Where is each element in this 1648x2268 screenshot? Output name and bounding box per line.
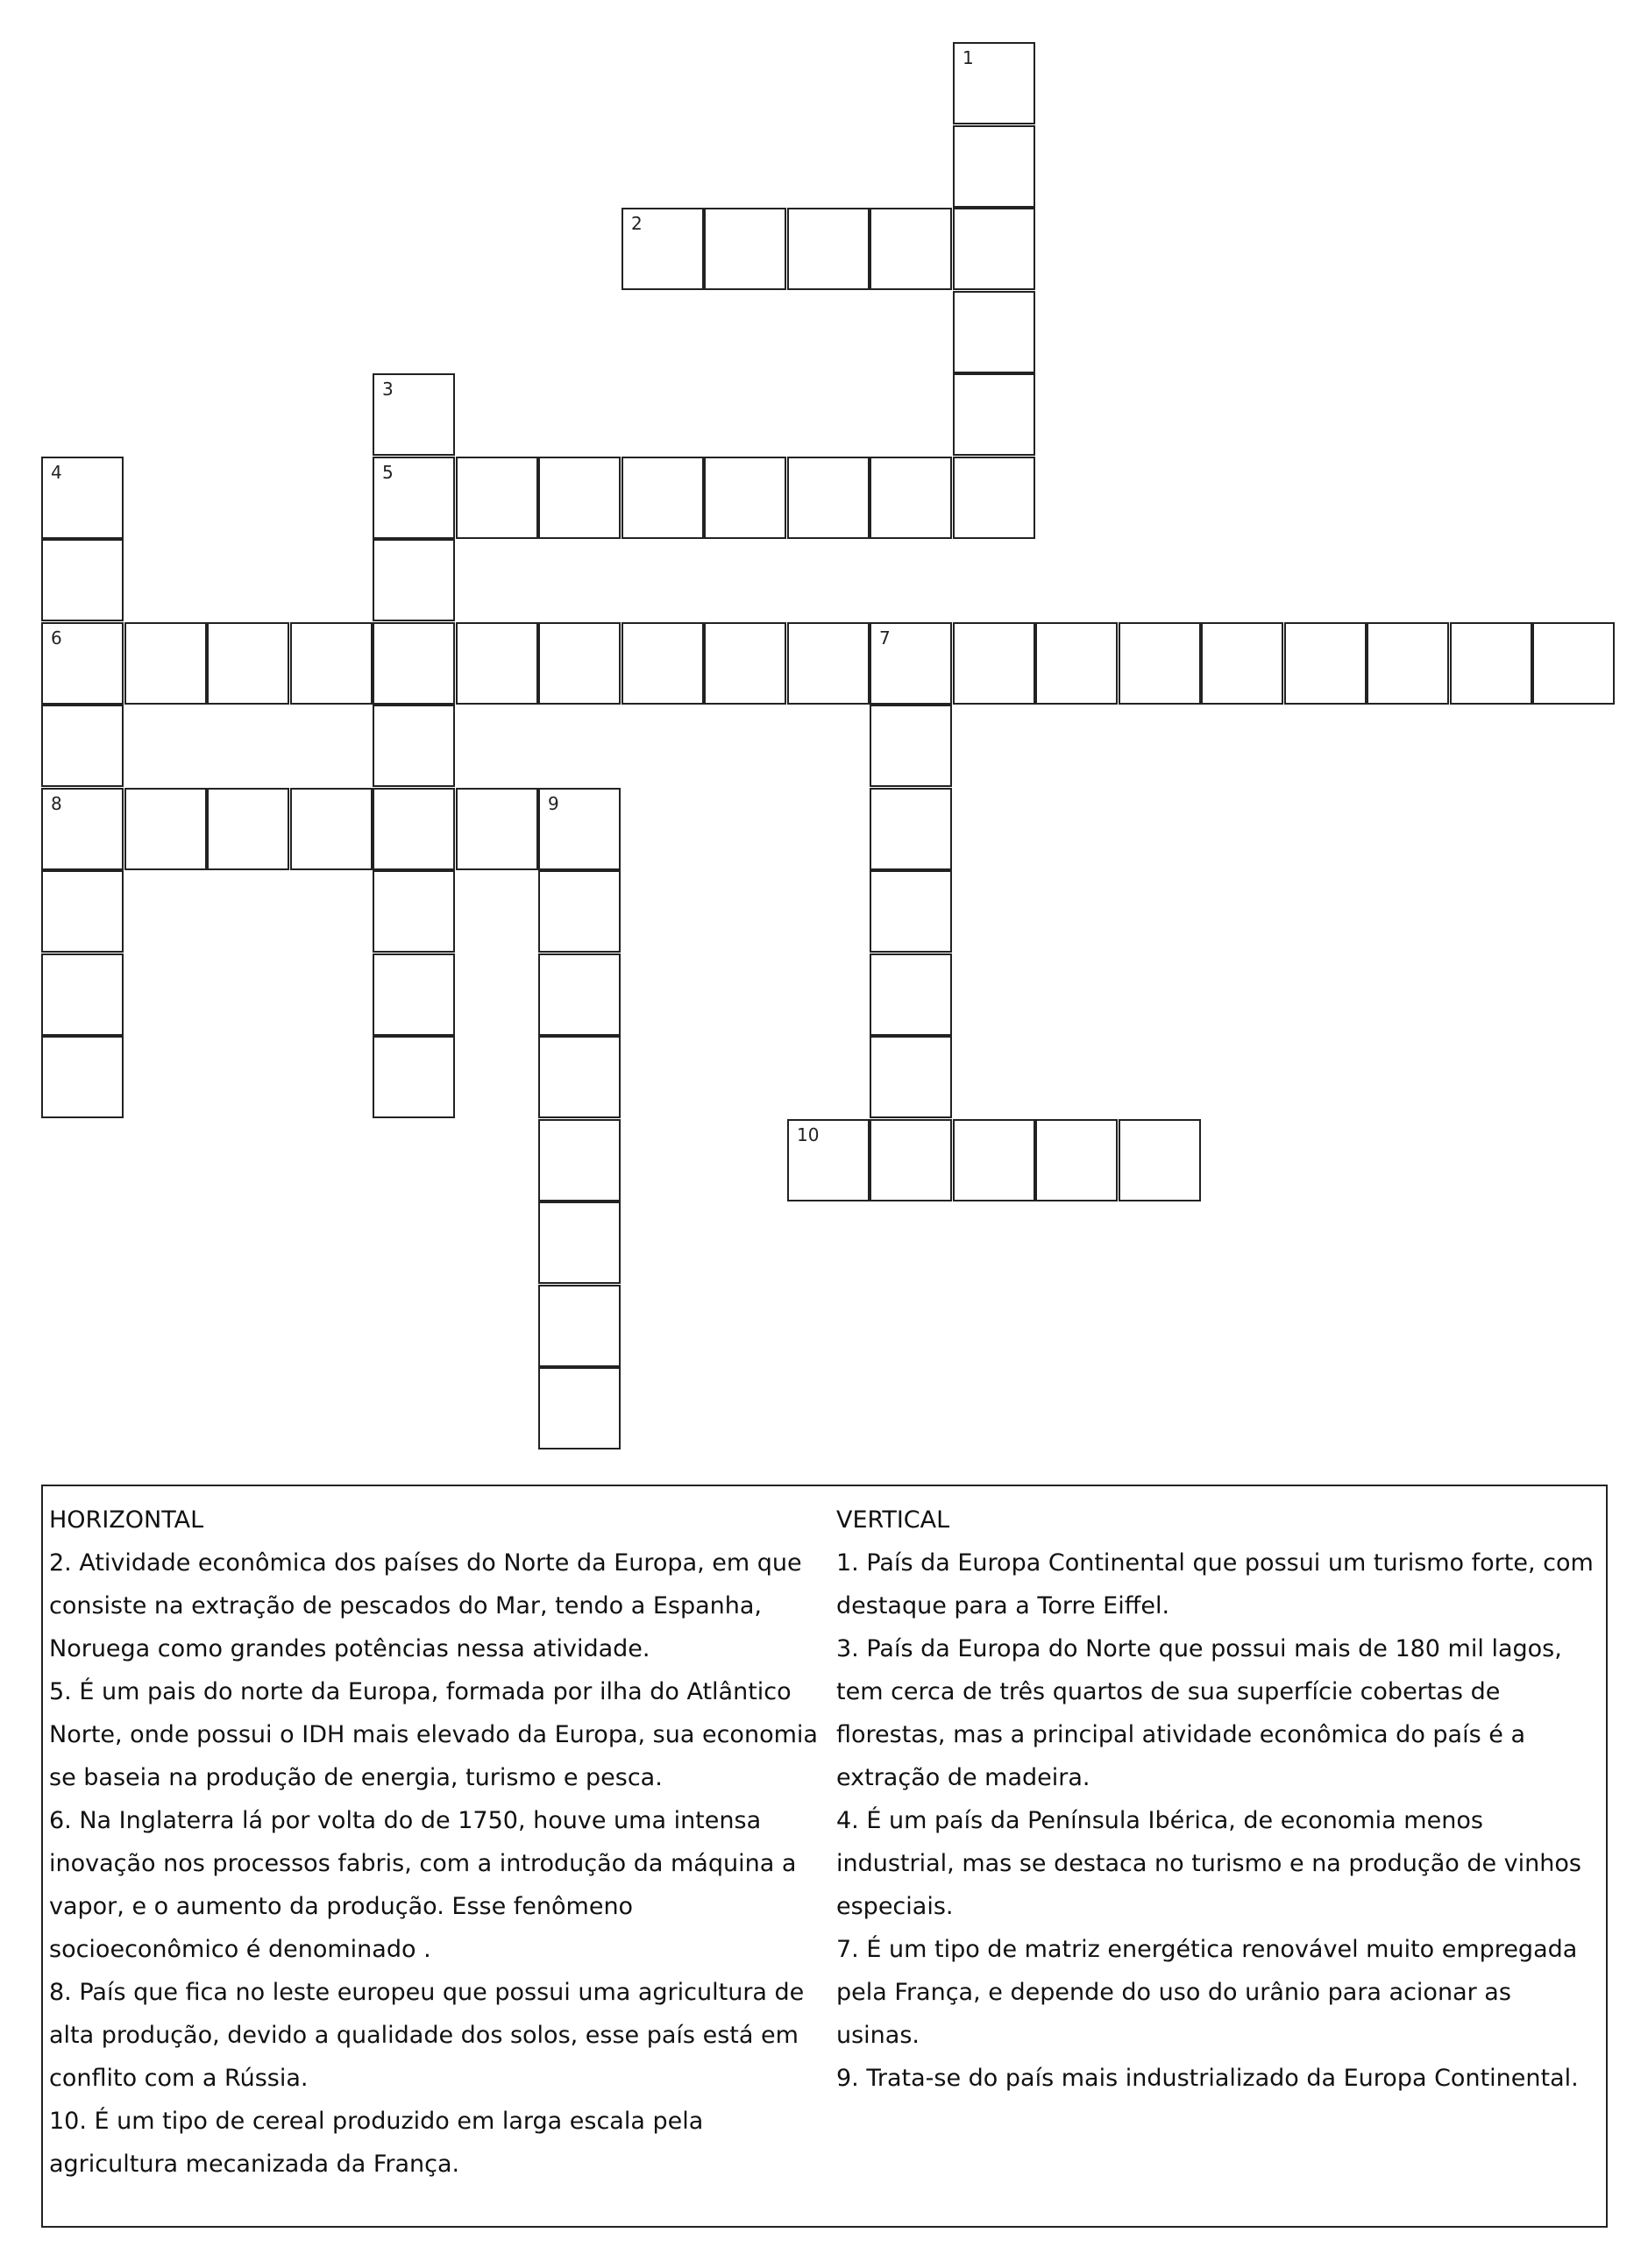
- grid-cell[interactable]: [622, 457, 704, 539]
- clue-across-2: 2. Atividade econômica dos países do Norte da Europa, em que consiste na extração de pescados do Mar, tendo a Espanha, Noruega como grandes potências nessa atividade.: [49, 1549, 802, 1662]
- clue-number: 8: [51, 793, 62, 814]
- grid-cell[interactable]: [1119, 622, 1201, 705]
- grid-cell[interactable]: [704, 208, 786, 290]
- grid-cell[interactable]: [870, 457, 952, 539]
- grid-cell[interactable]: [373, 705, 455, 787]
- grid-cell[interactable]: [787, 1119, 870, 1201]
- grid-cell[interactable]: [290, 788, 373, 870]
- grid-cell[interactable]: [538, 1201, 621, 1284]
- horizontal-heading: HORIZONTAL: [49, 1506, 204, 1534]
- grid-cell[interactable]: [1284, 622, 1367, 705]
- grid-cell[interactable]: [538, 870, 621, 953]
- grid-cell[interactable]: [373, 457, 455, 539]
- grid-cell[interactable]: [870, 870, 952, 953]
- grid-cell[interactable]: [538, 788, 621, 870]
- grid-cell[interactable]: [456, 457, 538, 539]
- grid-cell[interactable]: [622, 208, 704, 290]
- clue-down-9: 9. Trata-se do país mais industrializado da Europa Continental.: [836, 2065, 1579, 2092]
- grid-cell[interactable]: [870, 208, 952, 290]
- clue-down-3: 3. País da Europa do Norte que possui mais de 180 mil lagos, tem cerca de três quartos de sua superfície cobertas de florestas, mas a principal atividade econômica do país é a extração de madeira.: [836, 1635, 1562, 1791]
- grid-cell[interactable]: [538, 1285, 621, 1367]
- grid-cell[interactable]: [41, 705, 124, 787]
- grid-cell[interactable]: [704, 457, 786, 539]
- clue-down-7: 7. É um tipo de matriz energética renovável muito empregada pela França, e depende do uso do urânio para acionar as usinas.: [836, 1936, 1578, 2049]
- clue-across-8: 8. País que fica no leste europeu que possui uma agricultura de alta produção, devido a qualidade dos solos, esse país está em conflito com a Rússia.: [49, 1979, 805, 2092]
- grid-cell[interactable]: [538, 622, 621, 705]
- clue-across-10: 10. É um tipo de cereal produzido em larga escala pela agricultura mecanizada da França.: [49, 2108, 704, 2178]
- grid-cell[interactable]: [953, 622, 1035, 705]
- grid-cell[interactable]: [1367, 622, 1449, 705]
- grid-cell[interactable]: [538, 1036, 621, 1118]
- grid-cell[interactable]: [622, 622, 704, 705]
- grid-cell[interactable]: [538, 457, 621, 539]
- grid-cell[interactable]: [1201, 622, 1283, 705]
- grid-cell[interactable]: [373, 1036, 455, 1118]
- grid-cell[interactable]: [953, 1119, 1035, 1201]
- grid-cell[interactable]: [456, 788, 538, 870]
- grid-cell[interactable]: [41, 870, 124, 953]
- grid-cell[interactable]: [870, 1036, 952, 1118]
- grid-cell[interactable]: [124, 788, 207, 870]
- grid-cell[interactable]: [373, 373, 455, 456]
- grid-cell[interactable]: [538, 1367, 621, 1449]
- clue-number: 9: [548, 793, 559, 814]
- grid-cell[interactable]: [1035, 1119, 1118, 1201]
- clue-number: 2: [631, 213, 643, 234]
- grid-cell[interactable]: [953, 125, 1035, 208]
- grid-cell[interactable]: [41, 457, 124, 539]
- clue-number: 4: [51, 462, 62, 483]
- clue-number: 7: [879, 627, 891, 649]
- grid-cell[interactable]: [373, 622, 455, 705]
- grid-cell[interactable]: [953, 208, 1035, 290]
- clue-number: 3: [382, 379, 394, 400]
- grid-cell[interactable]: [373, 953, 455, 1036]
- grid-cell[interactable]: [456, 622, 538, 705]
- grid-cell[interactable]: [704, 622, 786, 705]
- grid-cell[interactable]: [373, 870, 455, 953]
- grid-cell[interactable]: [953, 457, 1035, 539]
- clue-down-4: 4. É um país da Península Ibérica, de economia menos industrial, mas se destaca no turismo e na produção de vinhos especiais.: [836, 1807, 1581, 1920]
- grid-cell[interactable]: [953, 291, 1035, 373]
- clue-across-5: 5. É um pais do norte da Europa, formada por ilha do Atlântico Norte, onde possui o IDH mais elevado da Europa, sua economia se baseia na produção de energia, turismo e pesca.: [49, 1678, 818, 1791]
- grid-cell[interactable]: [207, 788, 289, 870]
- grid-cell[interactable]: [124, 622, 207, 705]
- grid-cell[interactable]: [870, 953, 952, 1036]
- clues-box: [41, 1485, 1608, 2228]
- grid-cell[interactable]: [373, 788, 455, 870]
- grid-cell[interactable]: [870, 705, 952, 787]
- grid-cell[interactable]: [41, 788, 124, 870]
- clue-number: 1: [963, 47, 974, 68]
- grid-cell[interactable]: [870, 788, 952, 870]
- grid-cell[interactable]: [953, 42, 1035, 124]
- grid-cell[interactable]: [870, 1119, 952, 1201]
- grid-cell[interactable]: [41, 539, 124, 621]
- grid-cell[interactable]: [870, 622, 952, 705]
- grid-cell[interactable]: [787, 208, 870, 290]
- clue-number: 6: [51, 627, 62, 649]
- grid-cell[interactable]: [1119, 1119, 1201, 1201]
- clue-number: 5: [382, 462, 394, 483]
- grid-cell[interactable]: [41, 1036, 124, 1118]
- clue-number: 10: [797, 1124, 820, 1145]
- grid-cell[interactable]: [538, 953, 621, 1036]
- grid-cell[interactable]: [538, 1119, 621, 1201]
- grid-cell[interactable]: [207, 622, 289, 705]
- vertical-clues: [836, 1499, 1599, 2100]
- vertical-heading: VERTICAL: [836, 1506, 950, 1534]
- clue-down-1: 1. País da Europa Continental que possui um turismo forte, com destaque para a Torre Eiffel.: [836, 1549, 1594, 1619]
- clue-across-6: 6. Na Inglaterra lá por volta do de 1750, houve uma intensa inovação nos processos fabris, com a introdução da máquina a vapor, e o aumento da produção. Esse fenômeno socioeconômico é denominado .: [49, 1807, 797, 1963]
- grid-cell[interactable]: [41, 622, 124, 705]
- grid-cell[interactable]: [1450, 622, 1532, 705]
- grid-cell[interactable]: [373, 539, 455, 621]
- grid-cell[interactable]: [953, 373, 1035, 456]
- grid-cell[interactable]: [787, 457, 870, 539]
- grid-cell[interactable]: [290, 622, 373, 705]
- grid-cell[interactable]: [1035, 622, 1118, 705]
- grid-cell[interactable]: [1532, 622, 1615, 705]
- horizontal-clues: [49, 1499, 820, 2186]
- grid-cell[interactable]: [41, 953, 124, 1036]
- grid-cell[interactable]: [787, 622, 870, 705]
